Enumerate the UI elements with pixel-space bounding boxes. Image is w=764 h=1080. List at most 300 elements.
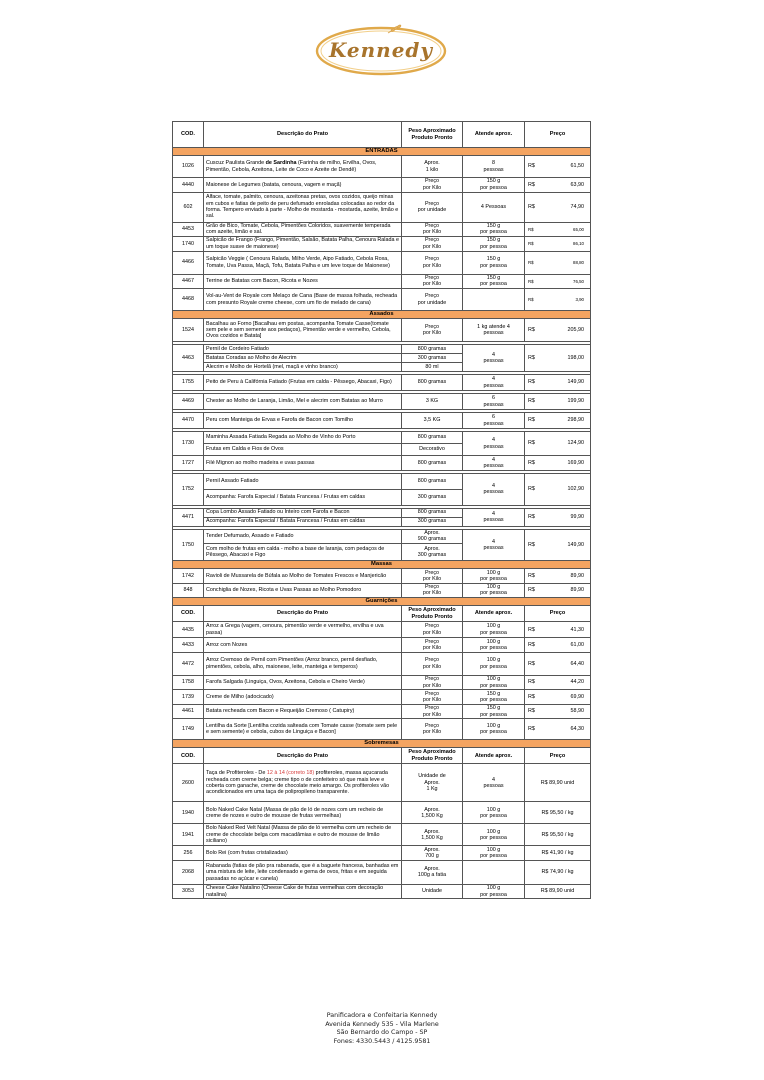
portion-weight: 3 KG xyxy=(402,394,463,410)
dish-description: Grão de Bico, Tomate, Cebola, Pimentões Coloridos, suavemente temperada com azeite, limão e sal. xyxy=(204,222,402,237)
price-wrap xyxy=(528,379,588,385)
price-value: 61,50 xyxy=(570,163,584,170)
dish-description: Rabanada (fatias de pão pra rabanada, que é a baguete francesa, banhadas em uma mistura de leite, leite condensado e gema de ovos, fritas e em seguida passadas no açúcar e canela) xyxy=(204,860,402,884)
price-wrap xyxy=(528,627,588,633)
dish-code: 848 xyxy=(173,583,204,598)
footer-address: Avenida Kennedy 535 - Vila Marlene xyxy=(325,1020,439,1028)
price-cell xyxy=(525,156,591,178)
price-cell xyxy=(525,719,591,740)
price-cell: R$ 89,90 unid xyxy=(525,764,591,802)
header-atende: Atende aprox. xyxy=(463,748,525,764)
dish-code: 4466 xyxy=(173,251,204,274)
dish-code: 3053 xyxy=(173,884,204,899)
portion-weight: Preço por Kilo xyxy=(402,690,463,705)
section-massas xyxy=(173,561,591,569)
portion-weight: 800 gramas xyxy=(402,508,463,517)
dish-code: 1758 xyxy=(173,675,204,690)
price-wrap xyxy=(528,542,588,548)
desc-part: profiteroles, massa açucarada recheada com creme belga; creme tipo o de confeiteiro só que mais leve e coberta com ganache, creme de chocolate meio amargo. Os profiteroles vão acondicionados em uma taça de polipropileno transparente. xyxy=(206,770,390,796)
table-row xyxy=(173,178,591,193)
price-cell: R$ 89,90 unid xyxy=(525,884,591,899)
portion-weight: Aprox. 1,500 Kg xyxy=(402,802,463,824)
section-title: Assados xyxy=(173,311,591,319)
serves: 100 g por pessoa xyxy=(463,638,525,653)
serves: 100 g por pessoa xyxy=(463,675,525,690)
price-cell xyxy=(525,251,591,274)
currency-symbol: R$ xyxy=(528,459,535,466)
price-value: 65,00 xyxy=(573,226,584,232)
price-wrap xyxy=(528,486,588,492)
desc-part: (Farinha de milho, Ervilha, Ovos, Pimentão, Cebola, Azeitona, Leite de Coco e Azeite de Dendê) xyxy=(206,160,377,173)
footer-phones: Fones: 4330.5443 / 4125.9581 xyxy=(333,1037,431,1045)
dish-description: Bolo Naked Red Velt Natal (Massa de pão de ló vermelha com um recheio de creme de chocolate belga com macadâmias e outro de mousse de limão siciliano) xyxy=(204,824,402,846)
header-cod: COD. xyxy=(173,122,204,148)
dish-code: 1941 xyxy=(173,824,204,846)
dish-description: Salpicão Veggie ( Cenoura Ralada, Milho Verde, Aipo Fatiado, Cebola Roxa, Tomate, Uva Passa, Maçã, Tofu, Batata Palha e um leve toque de Maionese) xyxy=(204,251,402,274)
dish-code: 4440 xyxy=(173,178,204,193)
table-header xyxy=(173,748,591,764)
price-cell xyxy=(525,638,591,653)
currency-symbol: R$ xyxy=(528,693,535,700)
currency-symbol: R$ xyxy=(528,278,534,284)
header-peso: Peso Aproximado Produto Pronto xyxy=(402,606,463,622)
price-cell xyxy=(525,319,591,342)
serves: 4 pessoas xyxy=(463,473,525,505)
currency-symbol: R$ xyxy=(528,679,535,686)
serves: 4 pessoas xyxy=(463,345,525,372)
serves: 100 g por pessoa xyxy=(463,884,525,899)
table-row xyxy=(173,846,591,861)
serves: 100 g por pessoa xyxy=(463,824,525,846)
dish-description: Com molho de frutas em calda - molho a base de laranja, com pedaços de Pêssego, Abacaxi e Figo xyxy=(204,544,402,561)
price-cell xyxy=(525,583,591,598)
price-cell: R$ 95,50 / kg xyxy=(525,802,591,824)
price-value: 89,90 xyxy=(570,572,584,579)
serves: 100 g por pessoa xyxy=(463,802,525,824)
price-value: 198,00 xyxy=(567,354,584,361)
portion-weight: Preço por Kilo xyxy=(402,583,463,598)
dish-description: Conchiglia de Nozes, Ricota e Uvas Passas ao Molho Pomodoro xyxy=(204,583,402,598)
portion-weight: Preço por Kilo xyxy=(402,622,463,638)
price-value: 124,90 xyxy=(567,440,584,447)
serves: 150 g por pessoa xyxy=(463,222,525,237)
serves: 100 g por pessoa xyxy=(463,622,525,638)
dish-code: 4472 xyxy=(173,652,204,675)
dish-description: Terrine de Batatas com Bacon, Ricota e Nozes xyxy=(204,274,402,289)
dish-code: 1750 xyxy=(173,529,204,561)
dish-description: Bacalhau ao Forno [Bacalhau em postas, acompanha Tomate Casse(tomate sem pele e sem semente aos pedaços), Pimentão verde e vermelho, Cebola, Ovos cozidos e Batata] xyxy=(204,319,402,342)
price-wrap xyxy=(528,587,588,593)
portion-weight: Aprox. 900 gramas xyxy=(402,529,463,544)
table-row xyxy=(173,824,591,846)
price-cell xyxy=(525,569,591,584)
price-cell xyxy=(525,178,591,193)
dish-code: 1749 xyxy=(173,719,204,740)
table-row xyxy=(173,473,591,489)
dish-description: Maminha Assada Fatiada Regada ao Molho de Vinho do Porto xyxy=(204,432,402,444)
serves: 6 pessoas xyxy=(463,413,525,429)
currency-symbol: R$ xyxy=(528,708,535,715)
price-wrap xyxy=(528,661,588,667)
portion-weight: Aprox. 700 g xyxy=(402,846,463,861)
serves xyxy=(463,860,525,884)
price-value: 69,90 xyxy=(570,693,584,700)
price-wrap xyxy=(528,204,588,210)
price-value: 88,80 xyxy=(573,260,584,265)
dish-description: Pernil Assado Fatiado xyxy=(204,473,402,489)
desc-part: Taça de Profiteroles - De xyxy=(206,770,267,777)
portion-weight: Preço por Kilo xyxy=(402,652,463,675)
table-row xyxy=(173,237,591,252)
dish-description: Arroz a Grega (vagem, cenoura, pimentão verde e vermelho, ervilha e uva passa) xyxy=(204,622,402,638)
dish-description: Maionese de Legumes (batata, cenoura, vagem e maçã) xyxy=(204,178,402,193)
table-row xyxy=(173,569,591,584)
price-cell xyxy=(525,345,591,372)
dish-description xyxy=(204,156,402,178)
header-preco: Preço xyxy=(525,122,591,148)
portion-weight: Preço por Kilo xyxy=(402,638,463,653)
portion-weight: Aprox. 1,500 Kg xyxy=(402,824,463,846)
portion-weight: Preço por unidade xyxy=(402,192,463,222)
price-cell xyxy=(525,192,591,222)
portion-weight: Preço por Kilo xyxy=(402,704,463,719)
dish-code: 1026 xyxy=(173,156,204,178)
price-cell xyxy=(525,456,591,471)
table-row xyxy=(173,375,591,391)
portion-weight: 300 gramas xyxy=(402,354,463,363)
portion-weight: Aprox. 1 kilo xyxy=(402,156,463,178)
price-value: 205,90 xyxy=(567,326,584,333)
serves: 150 g por pessoa xyxy=(463,690,525,705)
dish-code: 1742 xyxy=(173,569,204,584)
serves: 8 pessoas xyxy=(463,156,525,178)
header-desc: Descrição do Prato xyxy=(204,606,402,622)
dish-description: Copa Lombo Assado Fatiado ou Inteiro com Farofa e Bacon xyxy=(204,508,402,517)
table-row xyxy=(173,222,591,237)
serves: 1 kg atende 4 pessoas xyxy=(463,319,525,342)
table-row xyxy=(173,638,591,653)
price-wrap xyxy=(528,642,588,648)
dish-code: 4463 xyxy=(173,345,204,372)
currency-symbol: R$ xyxy=(528,326,535,333)
price-value: 149,90 xyxy=(567,541,584,548)
currency-symbol: R$ xyxy=(528,226,534,232)
currency-symbol: R$ xyxy=(528,587,535,594)
table-row xyxy=(173,251,591,274)
portion-weight: Unidade xyxy=(402,884,463,899)
currency-symbol: R$ xyxy=(528,417,535,424)
desc-part: Cuscuz Paulista Grande xyxy=(206,160,266,167)
header-cod: COD. xyxy=(173,748,204,764)
portion-weight: Unidade de Aprox. 1 Kg xyxy=(402,764,463,802)
dish-code: 1727 xyxy=(173,456,204,471)
table-row xyxy=(173,456,591,471)
price-cell xyxy=(525,289,591,311)
portion-weight: 800 gramas xyxy=(402,375,463,391)
dish-description: Alecrim e Molho de Hortelã (mel, maçã e vinho branco) xyxy=(204,363,402,372)
table-row xyxy=(173,704,591,719)
table-row xyxy=(173,690,591,705)
dish-description: Vol-au-Vent de Royale com Melaço de Cana (Base de massa folhada, recheada com presunto Royale creme cheese, com um fio de melado de cana) xyxy=(204,289,402,311)
portion-weight: 800 gramas xyxy=(402,432,463,444)
price-value: 63,90 xyxy=(570,181,584,188)
price-cell xyxy=(525,622,591,638)
kennedy-logo xyxy=(314,24,448,76)
portion-weight: 800 gramas xyxy=(402,456,463,471)
brand-name: Kennedy xyxy=(328,38,434,62)
serves: 4 pessoas xyxy=(463,375,525,391)
dish-description: Acompanha: Farofa Especial / Batata Francesa / Frutas em caldas xyxy=(204,517,402,526)
dish-code: 4435 xyxy=(173,622,204,638)
price-wrap xyxy=(528,514,588,520)
dish-description: Batatas Coradas ao Molho de Alecrim xyxy=(204,354,402,363)
price-value: 86,10 xyxy=(573,241,584,247)
dish-description: Tender Defumado, Assado e Fatiado xyxy=(204,529,402,544)
price-wrap xyxy=(528,327,588,333)
table-row xyxy=(173,508,591,517)
price-value: 102,90 xyxy=(567,485,584,492)
currency-symbol: R$ xyxy=(528,203,535,210)
dish-description: Farofa Salgada (Linguiça, Ovos, Azeitona, Cebola e Cheiro Verde) xyxy=(204,675,402,690)
price-value: 44,20 xyxy=(570,679,584,686)
table-row xyxy=(173,622,591,638)
section-title: Guarnições xyxy=(173,598,591,606)
section-entradas xyxy=(173,148,591,156)
price-wrap xyxy=(528,726,588,732)
table-row xyxy=(173,802,591,824)
section-sobremesas xyxy=(173,740,591,748)
dish-code: 4453 xyxy=(173,222,204,237)
dish-description: Pernil de Cordeiro Fatiado xyxy=(204,345,402,354)
portion-weight: Aprox. 300 gramas xyxy=(402,544,463,561)
price-cell xyxy=(525,652,591,675)
price-wrap xyxy=(528,679,588,685)
currency-symbol: R$ xyxy=(528,513,535,520)
dish-code: 1940 xyxy=(173,802,204,824)
header-cod: COD. xyxy=(173,606,204,622)
price-wrap xyxy=(528,355,588,361)
dish-description: Lentilha da Sorte [Lentilha cozida salteada com Tomate casse (tomate sem pele e sem semente) e cebola, cubos de Linguiça e Bacon] xyxy=(204,719,402,740)
desc-part: de Sardinha xyxy=(265,160,297,167)
portion-weight: Preço por Kilo xyxy=(402,274,463,289)
currency-symbol: R$ xyxy=(528,541,535,548)
table-row xyxy=(173,156,591,178)
dish-description: Frutas em Calda e Fios de Ovos xyxy=(204,444,402,456)
currency-symbol: R$ xyxy=(528,398,535,405)
price-wrap xyxy=(528,708,588,714)
section-title: Sobremesas xyxy=(173,740,591,748)
price-value: 298,90 xyxy=(567,417,584,424)
menu-body xyxy=(173,122,591,899)
portion-weight: Preço por Kilo xyxy=(402,237,463,252)
serves: 100 g por pessoa xyxy=(463,719,525,740)
dish-description: Peru com Manteiga de Ervas e Farofa de Bacon com Tomilho xyxy=(204,413,402,429)
dish-code: 4467 xyxy=(173,274,204,289)
dish-code: 4468 xyxy=(173,289,204,311)
table-row xyxy=(173,192,591,222)
currency-symbol: R$ xyxy=(528,379,535,386)
table-header xyxy=(173,606,591,622)
dish-code: 602 xyxy=(173,192,204,222)
dish-code: 4461 xyxy=(173,704,204,719)
header-preco: Preço xyxy=(525,748,591,764)
price-wrap xyxy=(528,163,588,169)
dish-description: Creme de Milho (adocicado) xyxy=(204,690,402,705)
dish-description: Arroz com Nozes xyxy=(204,638,402,653)
dish-code: 1740 xyxy=(173,237,204,252)
dish-code: 1752 xyxy=(173,473,204,505)
section-title: ENTRADAS xyxy=(173,148,591,156)
price-cell: R$ 95,50 / kg xyxy=(525,824,591,846)
serves: 150 g por pessoa xyxy=(463,237,525,252)
footer-city: São Bernardo do Campo - SP xyxy=(336,1029,428,1037)
dish-code: 4469 xyxy=(173,394,204,410)
currency-symbol: R$ xyxy=(528,485,535,492)
price-cell xyxy=(525,675,591,690)
price-value: 89,90 xyxy=(570,587,584,594)
dish-code: 2600 xyxy=(173,764,204,802)
price-cell: R$ 41,90 / kg xyxy=(525,846,591,861)
dish-code: 4433 xyxy=(173,638,204,653)
portion-weight: Preço por Kilo xyxy=(402,319,463,342)
price-value: 169,90 xyxy=(567,459,584,466)
price-value: 61,00 xyxy=(570,641,584,648)
serves: 4 pessoas xyxy=(463,764,525,802)
dish-code: 4471 xyxy=(173,508,204,526)
serves: 150 g por pessoa xyxy=(463,178,525,193)
price-wrap xyxy=(528,260,588,265)
dish-description: Acompanha: Farofa Especial / Batata Francesa / Frutas em caldas xyxy=(204,489,402,505)
dish-description: Ravioli de Mussarela de Búfala ao Molho de Tomates Frescos e Manjericão xyxy=(204,569,402,584)
dish-description: Bolo Rei (com frutas cristalizadas) xyxy=(204,846,402,861)
serves: 150 g por pessoa xyxy=(463,274,525,289)
dish-code: 2068 xyxy=(173,860,204,884)
table-row xyxy=(173,652,591,675)
header-desc: Descrição do Prato xyxy=(204,748,402,764)
currency-symbol: R$ xyxy=(528,241,534,247)
portion-weight: Preço por Kilo xyxy=(402,675,463,690)
table-row xyxy=(173,319,591,342)
header-atende: Atende aprox. xyxy=(463,606,525,622)
price-cell xyxy=(525,473,591,505)
header-peso: Peso Aproximado Produto Pronto xyxy=(402,748,463,764)
dish-code: 1730 xyxy=(173,432,204,456)
serves: 4 pessoas xyxy=(463,508,525,526)
footer xyxy=(0,1012,764,1046)
price-value: 64,30 xyxy=(570,726,584,733)
currency-symbol: R$ xyxy=(528,181,535,188)
portion-weight: Aprox. 100g a fatia xyxy=(402,860,463,884)
serves: 150 g por pessoa xyxy=(463,251,525,274)
table-row xyxy=(173,860,591,884)
price-wrap xyxy=(528,573,588,579)
price-cell xyxy=(525,432,591,456)
price-cell xyxy=(525,222,591,237)
table-header xyxy=(173,122,591,148)
section-title: Massas xyxy=(173,561,591,569)
price-cell: R$ 74,90 / kg xyxy=(525,860,591,884)
price-cell xyxy=(525,690,591,705)
price-cell xyxy=(525,375,591,391)
price-wrap xyxy=(528,227,588,232)
serves: 150 g por pessoa xyxy=(463,704,525,719)
portion-weight: Preço por Kilo xyxy=(402,251,463,274)
portion-weight: Preço por Kilo xyxy=(402,222,463,237)
table-row xyxy=(173,675,591,690)
serves: 4 pessoas xyxy=(463,529,525,561)
price-wrap xyxy=(528,297,588,302)
serves: 4 pessoas xyxy=(463,432,525,456)
table-row xyxy=(173,884,591,899)
header-peso: Peso Aproximado Produto Pronto xyxy=(402,122,463,148)
price-wrap xyxy=(528,182,588,188)
dish-description: Cheese Cake Natalino (Cheese Cake de frutas vermelhas com decoração natalina) xyxy=(204,884,402,899)
price-wrap xyxy=(528,460,588,466)
serves: 4 Pessoas xyxy=(463,192,525,222)
dish-code: 256 xyxy=(173,846,204,861)
price-wrap xyxy=(528,417,588,423)
price-cell xyxy=(525,394,591,410)
dish-description: Bolo Naked Cake Natal (Massa de pão de ló de nozes com um recheio de creme de nozes e outro de mousse de frutas vermelhas) xyxy=(204,802,402,824)
currency-symbol: R$ xyxy=(528,260,534,265)
price-cell xyxy=(525,274,591,289)
table-row xyxy=(173,274,591,289)
portion-weight: Preço por Kilo xyxy=(402,719,463,740)
portion-weight: 800 gramas xyxy=(402,473,463,489)
table-row xyxy=(173,432,591,444)
section-assados xyxy=(173,311,591,319)
price-cell xyxy=(525,237,591,252)
price-value: 58,90 xyxy=(570,708,584,715)
desc-part: 12 à 14 (correto 18) xyxy=(266,770,315,777)
currency-symbol: R$ xyxy=(528,660,535,667)
price-wrap xyxy=(528,440,588,446)
table-row xyxy=(173,345,591,354)
price-wrap xyxy=(528,279,588,284)
price-value: 76,50 xyxy=(573,278,584,284)
dish-code: 4470 xyxy=(173,413,204,429)
dish-description: Arroz Cremoso de Pernil com Pimentões (Arroz branco, pernil desfiado, pimentões, cebola, alho, maionese, leite, manteiga e temperos) xyxy=(204,652,402,675)
price-value: 99,90 xyxy=(570,513,584,520)
portion-weight: Preço por Kilo xyxy=(402,178,463,193)
price-value: 149,90 xyxy=(567,379,584,386)
dish-description: Peito de Peru à Califórnia Fatiado (Frutas em calda - Pêssego, Abacaxi, Figo) xyxy=(204,375,402,391)
price-value: 3,90 xyxy=(575,297,584,303)
dish-description: Salpicão de Frango (Frango, Pimentão, Salsão, Batata Palha, Cenoura Ralada e um toque suave de maionese) xyxy=(204,237,402,252)
portion-weight: 3,5 KG xyxy=(402,413,463,429)
dish-description: Filé Mignon ao molho madeira e uvas passas xyxy=(204,456,402,471)
dish-code: 1755 xyxy=(173,375,204,391)
header-preco: Preço xyxy=(525,606,591,622)
section-guarnicoes xyxy=(173,598,591,606)
currency-symbol: R$ xyxy=(528,572,535,579)
price-cell xyxy=(525,704,591,719)
price-value: 199,90 xyxy=(567,398,584,405)
currency-symbol: R$ xyxy=(528,626,535,633)
table-row xyxy=(173,289,591,311)
footer-company: Panificadora e Confeitaria Kennedy xyxy=(326,1012,438,1019)
serves: 100 g por pessoa xyxy=(463,569,525,584)
currency-symbol: R$ xyxy=(528,641,535,648)
serves: 6 pessoas xyxy=(463,394,525,410)
portion-weight: Decorativo xyxy=(402,444,463,456)
price-wrap xyxy=(528,398,588,404)
price-wrap xyxy=(528,694,588,700)
price-value: 74,90 xyxy=(570,203,584,210)
portion-weight: 300 gramas xyxy=(402,489,463,505)
table-row xyxy=(173,529,591,544)
dish-description xyxy=(204,764,402,802)
